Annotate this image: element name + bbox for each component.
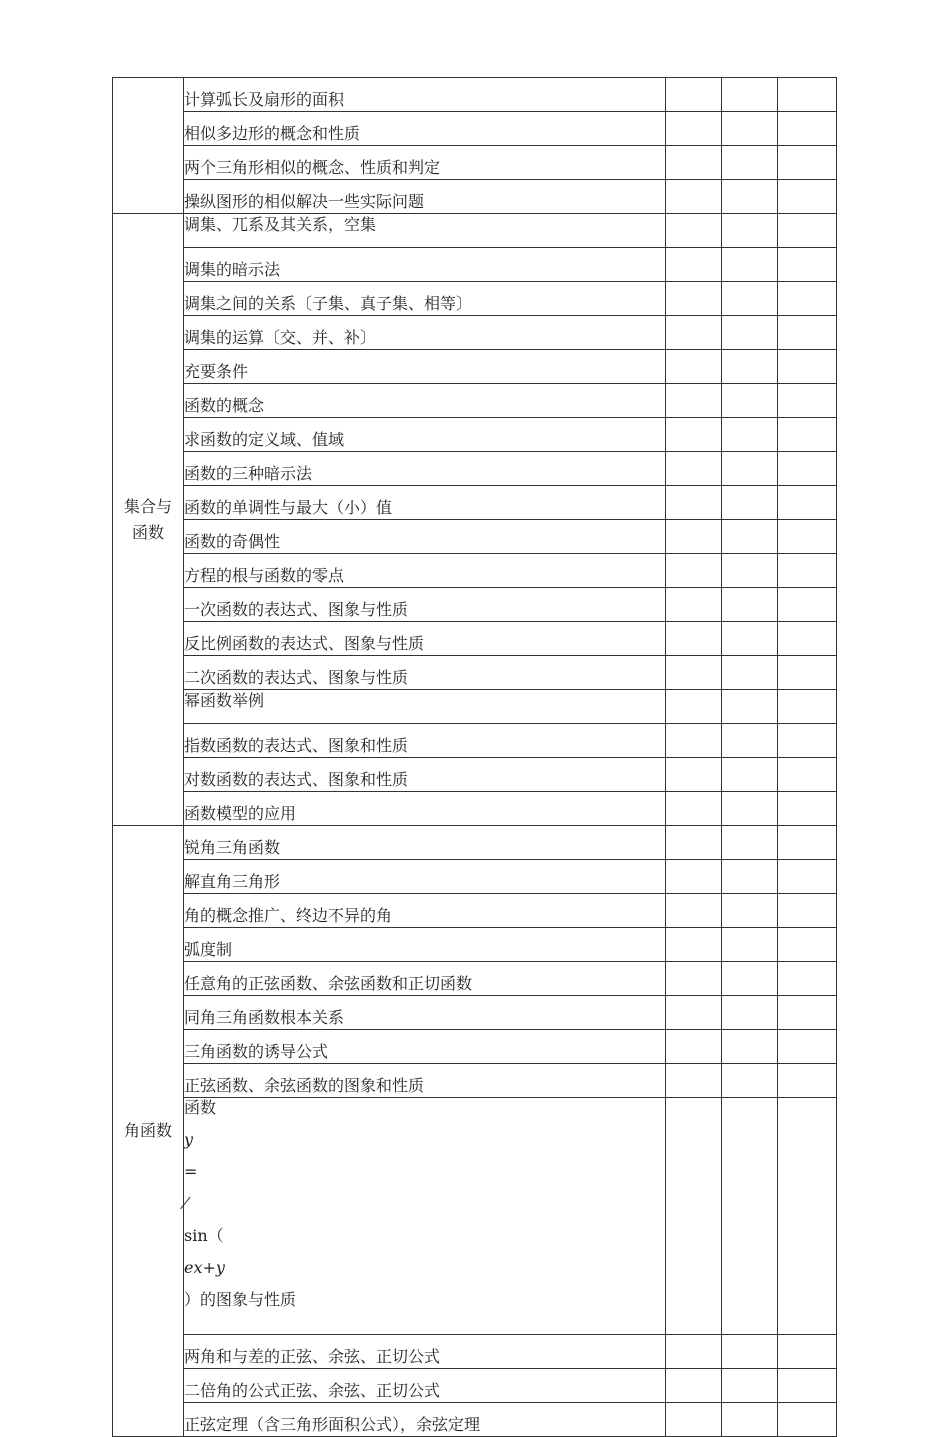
check-cell-3[interactable] <box>778 146 837 180</box>
check-cell-2[interactable] <box>722 1335 778 1369</box>
table-row <box>113 792 837 826</box>
table-row <box>113 690 837 724</box>
check-cell-3[interactable] <box>778 758 837 792</box>
check-cell-2[interactable] <box>722 282 778 316</box>
check-cell-3[interactable] <box>778 724 837 758</box>
check-cell-1[interactable] <box>666 452 722 486</box>
table-row <box>113 520 837 554</box>
table-row <box>113 962 837 996</box>
check-cell-3[interactable] <box>778 656 837 690</box>
check-cell-3[interactable] <box>778 418 837 452</box>
check-cell-3[interactable] <box>778 452 837 486</box>
topic-cell: 调集之间的关系〔子集、真子集、相等〕 <box>184 282 666 316</box>
topic-cell: 充要条件 <box>184 350 666 384</box>
table-row <box>113 1335 837 1369</box>
topic-cell: 指数函数的表达式、图象和性质 <box>184 724 666 758</box>
topic-cell: 两个三角形相似的概念、性质和判定 <box>184 146 666 180</box>
check-cell-2[interactable] <box>722 384 778 418</box>
check-cell-1[interactable] <box>666 996 722 1030</box>
table-row <box>113 622 837 656</box>
table-row <box>113 928 837 962</box>
check-cell-2[interactable] <box>722 350 778 384</box>
topic-cell-formula: 函数 y = ⁄ sin（ ex+y ）的图象与性质 <box>184 1098 666 1335</box>
check-cell-2[interactable] <box>722 180 778 214</box>
check-cell-1[interactable] <box>666 792 722 826</box>
check-cell-1[interactable] <box>666 1030 722 1064</box>
topic-cell: 对数函数的表达式、图象和性质 <box>184 758 666 792</box>
check-cell-3[interactable] <box>778 1030 837 1064</box>
check-cell-1[interactable] <box>666 1064 722 1098</box>
topic-cell: 二次函数的表达式、图象与性质 <box>184 656 666 690</box>
topic-cell: 二倍角的公式正弦、余弦、正切公式 <box>184 1369 666 1403</box>
check-cell-1[interactable] <box>666 384 722 418</box>
topic-cell: 函数的单调性与最大（小）值 <box>184 486 666 520</box>
check-cell-2[interactable] <box>722 826 778 860</box>
table-row <box>113 724 837 758</box>
table-row <box>113 826 837 860</box>
check-cell-1[interactable] <box>666 656 722 690</box>
topic-cell: 函数的概念 <box>184 384 666 418</box>
topic-cell: 任意角的正弦函数、余弦函数和正切函数 <box>184 962 666 996</box>
topic-cell: 函数的奇偶性 <box>184 520 666 554</box>
check-cell-2[interactable] <box>722 962 778 996</box>
table-row <box>113 384 837 418</box>
check-cell-2[interactable] <box>722 452 778 486</box>
check-cell-1[interactable] <box>666 826 722 860</box>
check-cell-2[interactable] <box>722 860 778 894</box>
check-cell-2[interactable] <box>722 520 778 554</box>
check-cell-1[interactable] <box>666 928 722 962</box>
topic-cell: 求函数的定义域、值域 <box>184 418 666 452</box>
topic-cell: 正弦定理（含三角形面积公式），余弦定理 <box>184 1403 666 1437</box>
check-cell-3[interactable] <box>778 1403 837 1437</box>
check-cell-1[interactable] <box>666 860 722 894</box>
check-cell-3[interactable] <box>778 894 837 928</box>
category-cell-sets-functions <box>113 214 184 826</box>
check-cell-3[interactable] <box>778 214 837 248</box>
topic-cell: 调集的暗示法 <box>184 248 666 282</box>
table-row <box>113 656 837 690</box>
check-cell-2[interactable] <box>722 554 778 588</box>
topic-cell: 相似多边形的概念和性质 <box>184 112 666 146</box>
table-row <box>113 1064 837 1098</box>
table-row <box>113 282 837 316</box>
check-cell-3[interactable] <box>778 962 837 996</box>
table-row <box>113 758 837 792</box>
topic-cell: 操纵图形的相似解决一些实际问题 <box>184 180 666 214</box>
check-cell-2[interactable] <box>722 146 778 180</box>
table-row <box>113 350 837 384</box>
category-label-line2: 函数 <box>131 522 164 542</box>
topic-cell: 一次函数的表达式、图象与性质 <box>184 588 666 622</box>
check-cell-1[interactable] <box>666 316 722 350</box>
check-cell-2[interactable] <box>722 588 778 622</box>
check-cell-2[interactable] <box>722 656 778 690</box>
category-cell-continued <box>113 78 184 214</box>
topic-cell: 幂函数举例 <box>184 690 666 724</box>
check-cell-3[interactable] <box>778 384 837 418</box>
table-row <box>113 1403 837 1437</box>
category-label-line1: 角函数 <box>123 1121 172 1140</box>
check-cell-2[interactable] <box>722 1098 778 1335</box>
check-cell-3[interactable] <box>778 350 837 384</box>
check-cell-3[interactable] <box>778 928 837 962</box>
check-cell-3[interactable] <box>778 1064 837 1098</box>
check-cell-1[interactable] <box>666 214 722 248</box>
check-cell-2[interactable] <box>722 1064 778 1098</box>
table-row <box>113 214 837 248</box>
check-cell-3[interactable] <box>778 180 837 214</box>
check-cell-1[interactable] <box>666 248 722 282</box>
check-cell-1[interactable] <box>666 588 722 622</box>
check-cell-1[interactable] <box>666 180 722 214</box>
check-cell-1[interactable] <box>666 418 722 452</box>
check-cell-3[interactable] <box>778 554 837 588</box>
check-cell-2[interactable] <box>722 894 778 928</box>
category-label-line1: 集合与 <box>123 496 172 516</box>
topic-cell: 函数的三种暗示法 <box>184 452 666 486</box>
check-cell-1[interactable] <box>666 112 722 146</box>
check-cell-3[interactable] <box>778 792 837 826</box>
table-row <box>113 146 837 180</box>
check-cell-2[interactable] <box>722 996 778 1030</box>
table-row <box>113 248 837 282</box>
topic-cell: 反比例函数的表达式、图象与性质 <box>184 622 666 656</box>
topic-cell: 角的概念推广、终边不异的角 <box>184 894 666 928</box>
check-cell-3[interactable] <box>778 248 837 282</box>
check-cell-2[interactable] <box>722 724 778 758</box>
check-cell-2[interactable] <box>722 418 778 452</box>
topic-cell: 方程的根与函数的零点 <box>184 554 666 588</box>
check-cell-3[interactable] <box>778 282 837 316</box>
check-cell-1[interactable] <box>666 622 722 656</box>
check-cell-2[interactable] <box>722 78 778 112</box>
check-cell-3[interactable] <box>778 860 837 894</box>
topic-cell: 计算弧长及扇形的面积 <box>184 78 666 112</box>
table-row <box>113 316 837 350</box>
check-cell-2[interactable] <box>722 112 778 146</box>
check-cell-1[interactable] <box>666 724 722 758</box>
check-cell-3[interactable] <box>778 826 837 860</box>
check-cell-3[interactable] <box>778 996 837 1030</box>
check-cell-2[interactable] <box>722 486 778 520</box>
check-cell-1[interactable] <box>666 1335 722 1369</box>
topic-cell: 锐角三角函数 <box>184 826 666 860</box>
check-cell-2[interactable] <box>722 1030 778 1064</box>
table-row <box>113 588 837 622</box>
check-cell-1[interactable] <box>666 758 722 792</box>
check-cell-2[interactable] <box>722 622 778 656</box>
table-row <box>113 180 837 214</box>
check-cell-1[interactable] <box>666 1098 722 1335</box>
check-cell-1[interactable] <box>666 146 722 180</box>
topic-cell: 三角函数的诱导公式 <box>184 1030 666 1064</box>
check-cell-1[interactable] <box>666 78 722 112</box>
check-cell-3[interactable] <box>778 486 837 520</box>
check-cell-2[interactable] <box>722 690 778 724</box>
check-cell-3[interactable] <box>778 622 837 656</box>
table-row <box>113 112 837 146</box>
topic-cell: 解直角三角形 <box>184 860 666 894</box>
check-cell-3[interactable] <box>778 1335 837 1369</box>
topic-cell: 调集的运算〔交、并、补〕 <box>184 316 666 350</box>
table-row <box>113 1098 837 1335</box>
check-cell-3[interactable] <box>778 520 837 554</box>
check-cell-1[interactable] <box>666 1369 722 1403</box>
check-cell-1[interactable] <box>666 690 722 724</box>
table-row <box>113 996 837 1030</box>
check-cell-2[interactable] <box>722 928 778 962</box>
check-cell-2[interactable] <box>722 248 778 282</box>
table-row <box>113 1030 837 1064</box>
table-row <box>113 1369 837 1403</box>
check-cell-1[interactable] <box>666 520 722 554</box>
table-row <box>113 860 837 894</box>
check-cell-1[interactable] <box>666 282 722 316</box>
table-row <box>113 486 837 520</box>
topic-cell: 正弦函数、余弦函数的图象和性质 <box>184 1064 666 1098</box>
check-cell-1[interactable] <box>666 894 722 928</box>
check-cell-2[interactable] <box>722 214 778 248</box>
check-cell-3[interactable] <box>778 690 837 724</box>
topic-cell: 函数模型的应用 <box>184 792 666 826</box>
check-cell-2[interactable] <box>722 1403 778 1437</box>
topic-cell: 弧度制 <box>184 928 666 962</box>
check-cell-1[interactable] <box>666 350 722 384</box>
table-row <box>113 452 837 486</box>
check-cell-1[interactable] <box>666 962 722 996</box>
check-cell-2[interactable] <box>722 1369 778 1403</box>
table-row <box>113 78 837 112</box>
table-row <box>113 894 837 928</box>
topic-cell: 两角和与差的正弦、余弦、正切公式 <box>184 1335 666 1369</box>
check-cell-1[interactable] <box>666 554 722 588</box>
check-cell-1[interactable] <box>666 1403 722 1437</box>
table-row <box>113 418 837 452</box>
table-row <box>113 554 837 588</box>
topic-cell: 调集、兀系及其关系，空集 <box>184 214 666 248</box>
check-cell-2[interactable] <box>722 758 778 792</box>
check-cell-1[interactable] <box>666 486 722 520</box>
check-cell-3[interactable] <box>778 588 837 622</box>
syllabus-table <box>112 77 837 1437</box>
topic-cell: 同角三角函数根本关系 <box>184 996 666 1030</box>
check-cell-2[interactable] <box>722 316 778 350</box>
check-cell-3[interactable] <box>778 1369 837 1403</box>
check-cell-3[interactable] <box>778 1098 837 1335</box>
check-cell-2[interactable] <box>722 792 778 826</box>
check-cell-3[interactable] <box>778 78 837 112</box>
check-cell-3[interactable] <box>778 316 837 350</box>
check-cell-3[interactable] <box>778 112 837 146</box>
category-cell-trig-functions <box>113 826 184 1437</box>
